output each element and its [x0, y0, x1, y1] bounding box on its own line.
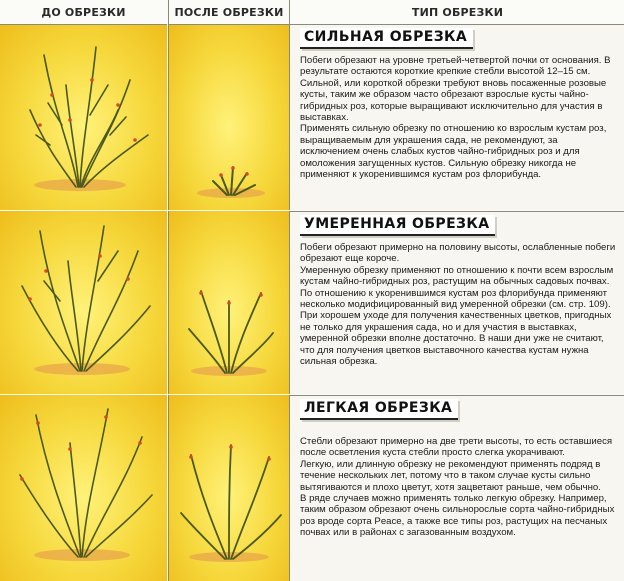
title-light-pruning: ЛЕГКАЯ ОБРЕЗКА: [300, 399, 458, 420]
illustration-after-moderate: [168, 211, 289, 394]
illustration-before-moderate: [0, 211, 167, 394]
pruning-type-moderate: [289, 211, 624, 394]
paragraph: Побеги обрезают примерно на половину высоты, ослабленные побеги обрезают еще короче.: [300, 242, 616, 265]
rose-bush-after-moderate-image: [169, 211, 289, 394]
description-moderate-pruning: [300, 242, 618, 367]
rose-bush-after-strong-image: [169, 25, 289, 210]
title-moderate-pruning: УМЕРЕННАЯ ОБРЕЗКА: [300, 215, 495, 236]
pruning-type-strong: [289, 25, 624, 210]
paragraph: Побеги обрезают на уровне третьей-четвертой почки от основания. В результате остаются короткие крепкие стебли высотой 12–15 см. Сильной, или короткой обрезки требуют вновь посаженные розовые кусты, таким же образом часто обрезают взрослые кусты чайно-гибридных роз, которые выращивают исключительно для участия в выставках.: [300, 55, 611, 124]
rose-bush-after-light-image: [169, 395, 289, 581]
description-light-pruning: [300, 436, 618, 539]
illustration-after-light: [168, 395, 289, 581]
illustration-before-light: [0, 395, 167, 581]
pruning-type-light: [289, 395, 624, 581]
paragraph: При хорошем уходе для получения качественных цветков, пригодных не только для украшения сада, но и для участия в выставках, умеренной обрезки вполне достаточно. В наши дни уже не считают, что для получения цветков выставочного качества кустам нужна сильная обрезка.: [300, 310, 612, 368]
rose-bush-before-strong-image: [0, 25, 167, 210]
title-strong-pruning: СИЛЬНАЯ ОБРЕЗКА: [300, 28, 473, 49]
illustration-before-strong: [0, 25, 167, 210]
rose-bush-before-moderate-image: [0, 211, 167, 394]
header-before: ДО ОБРЕЗКИ: [0, 0, 167, 25]
illustration-after-strong: [168, 25, 289, 210]
description-strong-pruning: [300, 55, 618, 180]
paragraph: Применять сильную обрезку по отношению ко взрослым кустам роз, выращиваемым для украшения сада, не рекомендуют, за исключением очень слабых кустов чайно-гибридных роз и для омоложения загущенных кустов. Сильную обрезку никогда не применяют к укоренившимся кустам роз флорибунда.: [300, 123, 607, 181]
header-after: ПОСЛЕ ОБРЕЗКИ: [168, 0, 289, 25]
paragraph: Стебли обрезают примерно на две трети высоты, то есть оставшиеся после осветления куста стебли просто слегка укорачивают.: [300, 436, 613, 459]
header-type: ТИП ОБРЕЗКИ: [289, 0, 624, 25]
paragraph: В ряде случаев можно применять только легкую обрезку. Например, таким образом обрезают очень сильнорослые сорта чайно-гибридных роз вроде сорта Peace, а также все типы роз, растущих на песчаных почвах или в районах с загазованным воздухом.: [300, 493, 615, 539]
paragraph: Легкую, или длинную обрезку не рекомендуют применять подряд в течение нескольких лет, потому что в таком случае кусты сильно вытягиваются и плохо цветут, хотя зацветают раньше, чем обычно.: [300, 458, 601, 493]
paragraph: Умеренную обрезку применяют по отношению к почти всем взрослым кустам чайно-гибридных роз, растущим на обычных садовых почвах. По отношению к укоренившимся кустам роз флорибунда применяют несколько модифицированный вид умеренной обрезки (см. стр. 109).: [300, 264, 614, 311]
rose-bush-before-light-image: [0, 395, 167, 581]
